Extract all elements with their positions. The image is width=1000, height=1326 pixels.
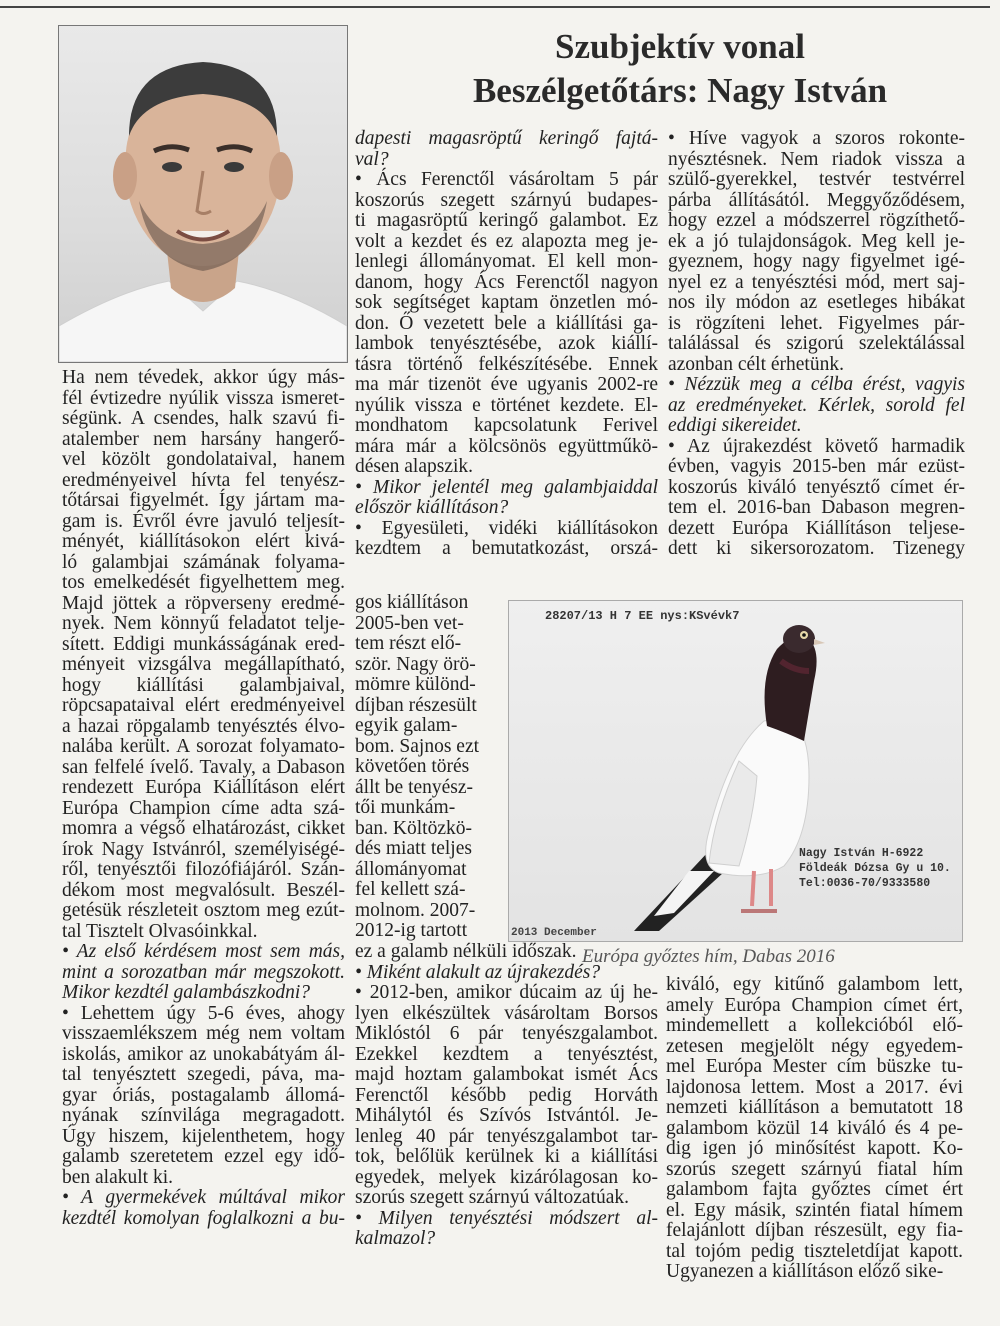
question-line: • Mikor jelentél meg galambjaiddal — [355, 476, 658, 498]
text-line: 2012-ig tartott — [355, 920, 468, 941]
text-line: iskolás, amikor az unokabátyám ál- — [62, 1043, 345, 1065]
text-line: ma már tizenöt éve ugyanis 2002-re — [355, 374, 658, 395]
owner-line: Földeák Dózsa Gy u 10. — [799, 862, 951, 875]
column-3 — [668, 129, 965, 560]
text-line: is rögzíteni lehet. Figyelmes pár- — [668, 312, 965, 334]
text-line: Ha nem tévedek, akkor úgy más- — [62, 367, 345, 388]
text-line: 2005-ben vet- — [355, 612, 464, 634]
owner-line: Tel:0036-70/9333580 — [799, 877, 931, 890]
text-line: állományomat — [355, 858, 467, 880]
text-line: találással és szigorú szelektálással — [668, 333, 965, 354]
text-line: kiváló, egy kitűnő galambom lett, — [666, 974, 963, 995]
headline-line-2: Beszélgetőtárs: Nagy István — [472, 71, 888, 110]
headline-line-1: Szubjektív vonal — [555, 27, 805, 66]
question-line: az eredményeket. Kérlek, sorold fel — [668, 394, 965, 416]
text-line: visszaemlékszem még nem voltam — [62, 1023, 345, 1044]
text-line: Úgy hiszem, kijelenthetem, hogy — [62, 1125, 345, 1147]
text-line: ben alakult ki. — [62, 1166, 174, 1188]
text-line: ti magasröptű keringő galambot. Ez — [355, 210, 658, 231]
text-line: azonban célt érhetünk. — [668, 353, 844, 375]
text-line: • Lehettem úgy 5-6 éves, ahogy — [62, 1002, 345, 1024]
text-line: ményeit vizsgálva megállapítható, — [62, 654, 345, 675]
question-line: val? — [355, 148, 389, 170]
text-line: danom, hogy Ács Ferenctől nagyon — [355, 271, 658, 293]
text-line: lenlegi állományomat. El kell mon- — [355, 251, 658, 272]
text-line: désen alapszik. — [355, 456, 474, 477]
text-line: lyen elkészültek vásároltam Borsos — [355, 1002, 658, 1024]
text-line: évben, vagyis 2015-ben már ezüst- — [668, 456, 965, 477]
text-line: szülő-gyerekkel, testvér testvérrel — [668, 169, 965, 190]
text-line: hogy kiállítási galambjaival, — [62, 674, 345, 696]
text-line: párba állításától. Meggyőződésem, — [668, 189, 965, 211]
column-3-lower — [666, 975, 963, 1283]
text-line: zetesen megjelölt négy egyedem- — [666, 1035, 963, 1057]
text-line: tok, belőlük kerülnek ki a kiállítási — [355, 1146, 658, 1167]
text-line: majd hoztam galambokat ismét Ács — [355, 1064, 658, 1085]
article-headline — [410, 25, 950, 113]
text-line: díjban részesült — [355, 694, 477, 716]
text-line: hogy ezzel a módszerrel rögzíthető- — [668, 210, 965, 231]
text-line: tal Tisztelt Olvasóinkkal. — [62, 920, 258, 942]
text-line: fel kellett szá- — [355, 879, 466, 900]
text-line: mömre különd- — [355, 674, 476, 695]
question-line: eddigi sikereidet. — [668, 415, 802, 436]
text-line: sített. Eddigi munkásságának ered- — [62, 633, 345, 655]
text-line: • Egyesületi, vidéki kiállításokon — [355, 517, 658, 539]
text-line: • Híve vagyok a szoros rokonte- — [668, 128, 965, 149]
text-line: dezett Európa Kiállításon teljese- — [668, 517, 965, 539]
text-line: vel közölt gondolataival, hanem — [62, 449, 345, 470]
text-line: lambok tenyésztésébe, azok kiállí- — [355, 333, 658, 354]
column-2-narrow — [355, 593, 495, 942]
top-rule — [0, 6, 990, 8]
text-line: sok segítséget kaptam önzetlen mó- — [355, 292, 658, 313]
column-1 — [62, 368, 345, 1229]
text-line: ek a jó tulajdonságok. Meg kell je- — [668, 230, 965, 252]
text-line: gyar óriás, postagalamb állomá- — [62, 1084, 345, 1106]
text-line: lajdonosa lettem. Most a 2017. évi — [666, 1076, 963, 1098]
text-line: getésük részleteit osztom meg ezút- — [62, 900, 345, 921]
text-line: dékom most megvalósult. Beszél- — [62, 879, 345, 901]
text-line: molnom. 2007- — [355, 899, 476, 921]
text-line: Majd jöttek a röpverseny eredmé- — [62, 592, 345, 614]
text-line: tem el. 2016-ban Dabason megren- — [668, 497, 965, 518]
text-line: szorús szegett szárnyú fiatal hím — [666, 1158, 963, 1180]
text-line: állt be tenyész- — [355, 776, 474, 798]
text-line: san felfelé ívelő. Tavaly, a Dabason — [62, 756, 345, 778]
text-line: egyedek, melyek kizárólagosan ko- — [355, 1166, 658, 1188]
question-line: • Milyen tenyésztési módszert al- — [355, 1207, 658, 1229]
text-line: nalába került. A sorozat folyamato- — [62, 736, 345, 757]
column-2-lower — [355, 942, 658, 1250]
text-line: ségünk. A csendes, halk szavú fi- — [62, 408, 345, 429]
question-line: Mikor kezdtél galambászkodni? — [62, 982, 311, 1003]
text-line: fél évtizedre nyúlik vissza ismeret- — [62, 387, 345, 409]
text-line: el. Egy másik, szintén fiatal hímem — [666, 1199, 963, 1221]
text-line: Ugyanezen a kiállításon előző sike- — [666, 1261, 944, 1282]
text-line: atalember nem harsány hangerő- — [62, 428, 345, 450]
text-line: kezdtem a bemutatkozást, orszá- — [355, 538, 658, 559]
ring-number: 28207/13 H 7 EE nys:KSvévk7 — [545, 609, 740, 623]
text-line: ban. Költözkö- — [355, 817, 472, 839]
text-line: Ezekkel kezdtem a tenyésztést, — [355, 1043, 658, 1065]
text-line: ről, tenyésztői filozófiájáról. Szán- — [62, 859, 345, 880]
text-line: Ferenctől később pedig Horváth — [355, 1084, 658, 1106]
text-line: galambom fajta győztes címet ért — [666, 1179, 963, 1200]
question-line: először kiállításon? — [355, 497, 509, 518]
text-line: volt a kezdet és ez alapozta meg je- — [355, 230, 658, 252]
text-line: Mihálytól és Szívós Istvántól. Je- — [355, 1105, 658, 1126]
question-line: • A gyermekévek múltával mikor — [62, 1187, 345, 1208]
text-line: nyúlik vissza e történet kezdete. El- — [355, 394, 658, 416]
text-line: koszorús szegett szárnyú budapes- — [355, 189, 658, 211]
question-line: mint a sorozatban már megszokott. — [62, 961, 345, 983]
text-line: don. Ő vezetett bele a kiállítási ga- — [355, 312, 658, 334]
text-line: nos ily módon az esetleges hibákat — [668, 292, 965, 313]
text-line: gam is. Évről évre javuló teljesít- — [62, 510, 345, 532]
text-line: dig igen jó minősítést kapott. Ko- — [666, 1138, 963, 1159]
text-line: a hazai röpgalamb tenyésztés élvo- — [62, 715, 345, 737]
text-line: tem részt elő- — [355, 633, 462, 654]
text-line: ször. Nagy örö- — [355, 653, 476, 675]
text-line: • 2012-ben, amikor dúcaim az új he- — [355, 982, 658, 1003]
text-line: • Ács Ferenctől vásároltam 5 pár — [355, 169, 658, 190]
text-line: galambom közül 14 kiváló és 4 pe- — [666, 1117, 963, 1139]
text-line: • Az újrakezdést követő harmadik — [668, 435, 965, 457]
column-2 — [355, 129, 658, 560]
text-line: galamb szeretetem ezzel egy idő- — [62, 1146, 345, 1167]
text-line: nyának színvilága megragadott. — [62, 1105, 345, 1126]
question-line: • Az első kérdésem most sem más, — [62, 941, 345, 962]
text-line: lenleg 40 pár tenyészgalambot tar- — [355, 1125, 658, 1147]
text-line: tőtársai figyelmét. Így jártam ma- — [62, 490, 345, 511]
text-line: gos kiállításon — [355, 592, 469, 613]
text-line: felajánlott díjban részesült, egy fia- — [666, 1220, 963, 1241]
text-line: mindemellett a kollekcióból elő- — [666, 1015, 963, 1036]
pigeon-photo — [508, 600, 963, 942]
text-line: bom. Sajnos ezt — [355, 735, 480, 757]
owner-info — [799, 846, 951, 891]
question-line: dapesti magasröptű keringő fajtá- — [355, 128, 658, 149]
portrait-photo — [58, 25, 348, 363]
text-line: egyik galam- — [355, 715, 458, 736]
text-line: eredményeivel hívta fel tenyész- — [62, 469, 345, 491]
text-line: nyel ez a tenyésztési mód, mert saj- — [668, 271, 965, 293]
text-line: koszorús kiváló tenyésztő címet ér- — [668, 476, 965, 498]
text-line: mára már a kölcsönös együttműkö- — [355, 435, 658, 457]
question-line: • Miként alakult az újrakezdés? — [355, 961, 601, 983]
question-line: • Nézzük meg a célba érést, vagyis — [668, 374, 965, 395]
text-line: röpcsapataival elért eredményeivel — [62, 695, 345, 716]
text-line: mel Európa Mester cím büszke tu- — [666, 1056, 963, 1077]
text-line: dett ki sikersorozatom. Tizenegy — [668, 538, 965, 559]
photo-caption: Európa győztes hím, Dabas 2016 — [582, 946, 835, 967]
text-line: amely Európa Champion címet ért, — [666, 994, 963, 1016]
text-line: ményét, kiállításokon elért kivá- — [62, 531, 345, 552]
text-line: tal tojóm pedig tiszteletdíjat kapott. — [666, 1240, 963, 1262]
text-line: tal tenyésztett szegedi, páva, ma- — [62, 1064, 345, 1085]
text-line: tői munkám- — [355, 797, 456, 818]
text-line: nemzeti kiállításon a bemutatott 18 — [666, 1097, 963, 1118]
owner-line: Nagy István H-6922 — [799, 847, 924, 860]
text-line: nyésztésnek. Nem riadok vissza a — [668, 148, 965, 170]
portrait-illustration — [59, 26, 347, 362]
text-line: írok Nagy Istvánról, személyiségé- — [62, 838, 345, 860]
question-line: kezdtél komolyan foglalkozni a bu- — [62, 1207, 345, 1229]
photo-date: 2013 December — [511, 927, 597, 939]
text-line: ez a galamb nélküli időszak. — [355, 941, 577, 962]
text-line: ló galambjai számának folyama- — [62, 551, 345, 573]
question-line: kalmazol? — [355, 1228, 436, 1249]
text-line: momra a végső elhatározást, cikket — [62, 818, 345, 839]
text-line: tos emelkedését figyelhettem meg. — [62, 572, 345, 593]
text-line: Európa Champion címe adta szá- — [62, 797, 345, 819]
text-line: tásra történő felkészítésébe. Ennek — [355, 353, 658, 375]
text-line: szorús szegett szárnyú változatúak. — [355, 1187, 629, 1208]
text-line: dés miatt teljes — [355, 838, 472, 859]
text-line: nyek. Nem könnyű feladatot telje- — [62, 613, 345, 634]
text-line: Miklóstól 6 pár tenyészgalambot. — [355, 1023, 658, 1044]
text-line: gyeznem, hogy nagy figyelmet igé- — [668, 251, 965, 272]
text-line: mondhatom kapcsolatunk Ferivel — [355, 415, 658, 436]
text-line: követően törés — [355, 756, 470, 777]
text-line: rendezett Európa Kiállításon elért — [62, 777, 345, 798]
